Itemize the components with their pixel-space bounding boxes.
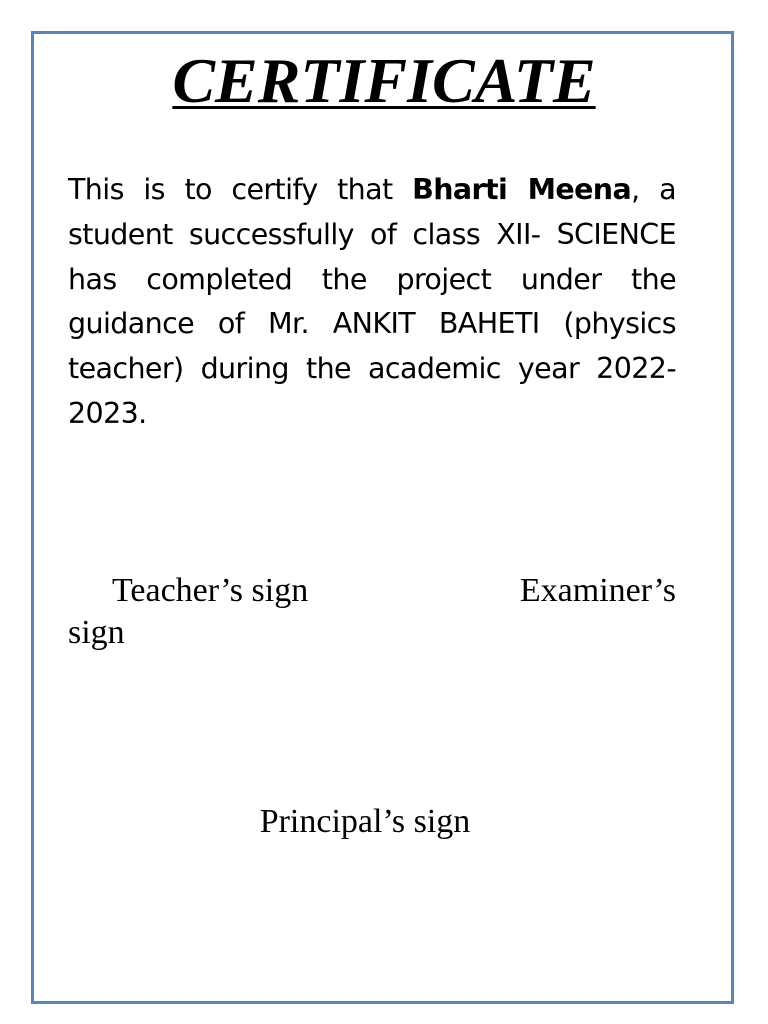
body-intro: This is to certify that [68,173,413,206]
student-name: Bharti Meena [412,173,632,206]
certificate-title [0,42,768,120]
examiner-sign-label: Examiner’s [519,572,676,609]
certificate-body [68,168,676,437]
signature-row [68,570,676,612]
principal-sign-label: Principal’s sign [259,803,471,840]
signature-line [68,570,676,654]
certificate-title-text: CERTIFICATE [172,45,596,116]
teacher-sign-label: Teacher’s sign [112,572,309,609]
body-rest: , a student successfully of class XII- SCIENCE has completed the project under the guidance of Mr. ANKIT BAHETI (physics teacher) during the academic year 2022-2023. [68,173,676,430]
examiner-sign-label-continued: sign [68,614,125,651]
